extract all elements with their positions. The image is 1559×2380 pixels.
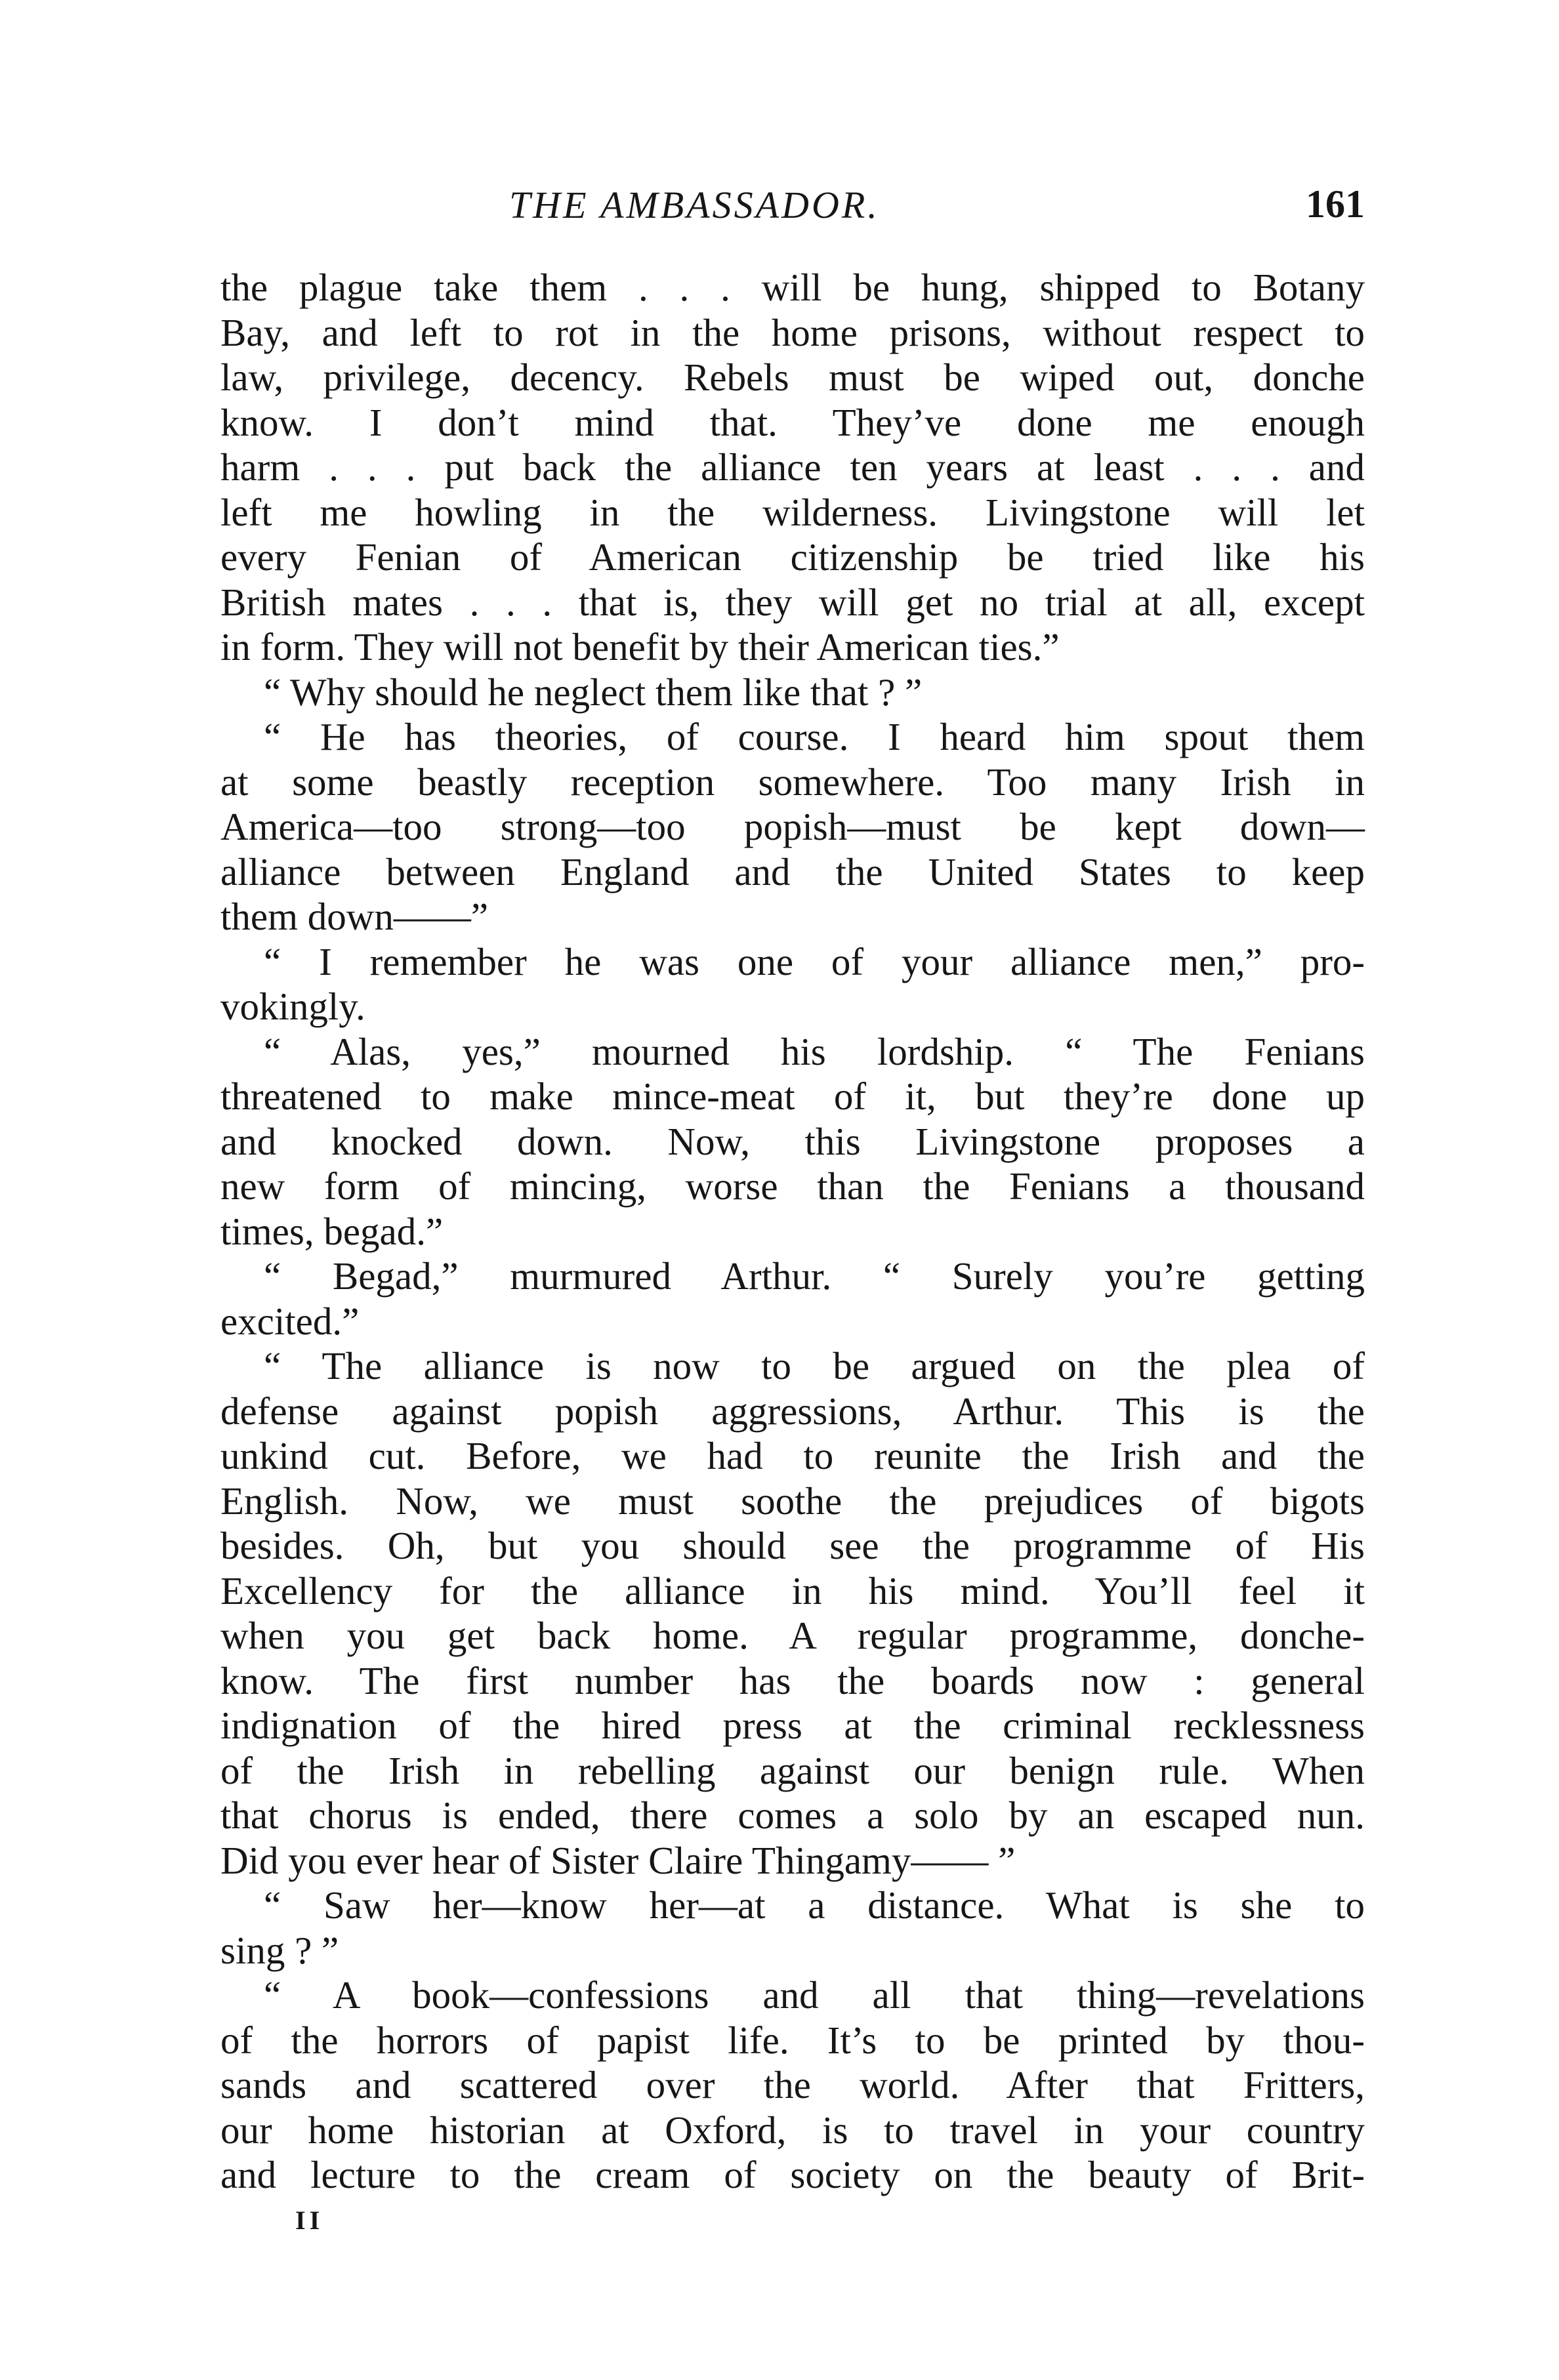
text-line: law, privilege, decency. Rebels must be wiped out, donche (220, 356, 1365, 399)
text-line: know. I don’t mind that. They’ve done me enough (220, 400, 1365, 444)
text-line: Excellency for the alliance in his mind. You’ll feel it (220, 1569, 1365, 1612)
text-line: threatened to make mince-meat of it, but they’re done up (220, 1075, 1365, 1118)
running-title: THE AMBASSADOR. (509, 184, 880, 226)
text-line: English. Now, we must soothe the prejudices of bigots (220, 1479, 1365, 1523)
text-line: our home historian at Oxford, is to travel in your country (220, 2108, 1365, 2152)
text-line: the plague take them . . . will be hung, shipped to Botany (220, 266, 1365, 309)
text-line: new form of mincing, worse than the Fenians a thousand (220, 1164, 1365, 1208)
text-line: besides. Oh, but you should see the programme of His (220, 1524, 1365, 1567)
text-line: and knocked down. Now, this Livingstone proposes a (220, 1119, 1365, 1163)
text-line: left me howling in the wilderness. Livingstone will let (220, 490, 1365, 534)
text-line: in form. They will not benefit by their American ties.” (220, 625, 1060, 668)
page-header (220, 177, 1365, 236)
text-line: Did you ever hear of Sister Claire Thingamy—— ” (220, 1838, 1016, 1882)
text-line: them down——” (220, 895, 489, 938)
text-line: at some beastly reception somewhere. Too many Irish in (220, 760, 1365, 804)
text-line: “ I remember he was one of your alliance men,” pro- (264, 939, 1365, 983)
text-line: “ The alliance is now to be argued on the plea of (264, 1344, 1365, 1387)
text-line: indignation of the hired press at the criminal recklessness (220, 1704, 1365, 1747)
text-line: when you get back home. A regular programme, donche- (220, 1614, 1365, 1657)
text-line: excited.” (220, 1299, 360, 1343)
body-text (220, 265, 1365, 2198)
text-line: and lecture to the cream of society on the beauty of Brit- (220, 2153, 1365, 2196)
text-line: sing ? ” (220, 1928, 339, 1972)
text-line: that chorus is ended, there comes a solo by an escaped nun. (220, 1794, 1365, 1837)
text-line: every Fenian of American citizenship be tried like his (220, 535, 1365, 579)
text-line: alliance between England and the United States to keep (220, 850, 1365, 893)
text-line: unkind cut. Before, we had to reunite the Irish and the (220, 1434, 1365, 1477)
text-line: “ Why should he neglect them like that ? ” (264, 670, 923, 714)
text-line: “ A book—confessions and all that thing—revelations (264, 1973, 1365, 2017)
text-line: British mates . . . that is, they will get no trial at all, except (220, 580, 1365, 624)
page-number: 161 (1306, 182, 1365, 226)
text-line: know. The first number has the boards now : general (220, 1658, 1365, 1702)
text-line: “ Alas, yes,” mourned his lordship. “ The Fenians (264, 1029, 1365, 1073)
text-line: of the horrors of papist life. It’s to be printed by thou- (220, 2018, 1365, 2062)
text-line: “ Saw her—know her—at a distance. What is she to (264, 1883, 1365, 1927)
text-line: of the Irish in rebelling against our benign rule. When (220, 1748, 1365, 1792)
text-line: vokingly. (220, 985, 365, 1028)
signature-mark: II (295, 2206, 324, 2235)
text-line: “ Begad,” murmured Arthur. “ Surely you’re getting (264, 1254, 1365, 1298)
text-line: times, begad.” (220, 1209, 444, 1253)
text-line: Bay, and left to rot in the home prisons, without respect to (220, 310, 1365, 354)
text-line: sands and scattered over the world. After that Fritters, (220, 2063, 1365, 2106)
text-line: harm . . . put back the alliance ten years at least . . . and (220, 445, 1365, 489)
text-line: defense against popish aggressions, Arthur. This is the (220, 1389, 1365, 1433)
text-line: America—too strong—too popish—must be kept down— (220, 805, 1365, 848)
text-line: “ He has theories, of course. I heard him spout them (264, 715, 1365, 758)
